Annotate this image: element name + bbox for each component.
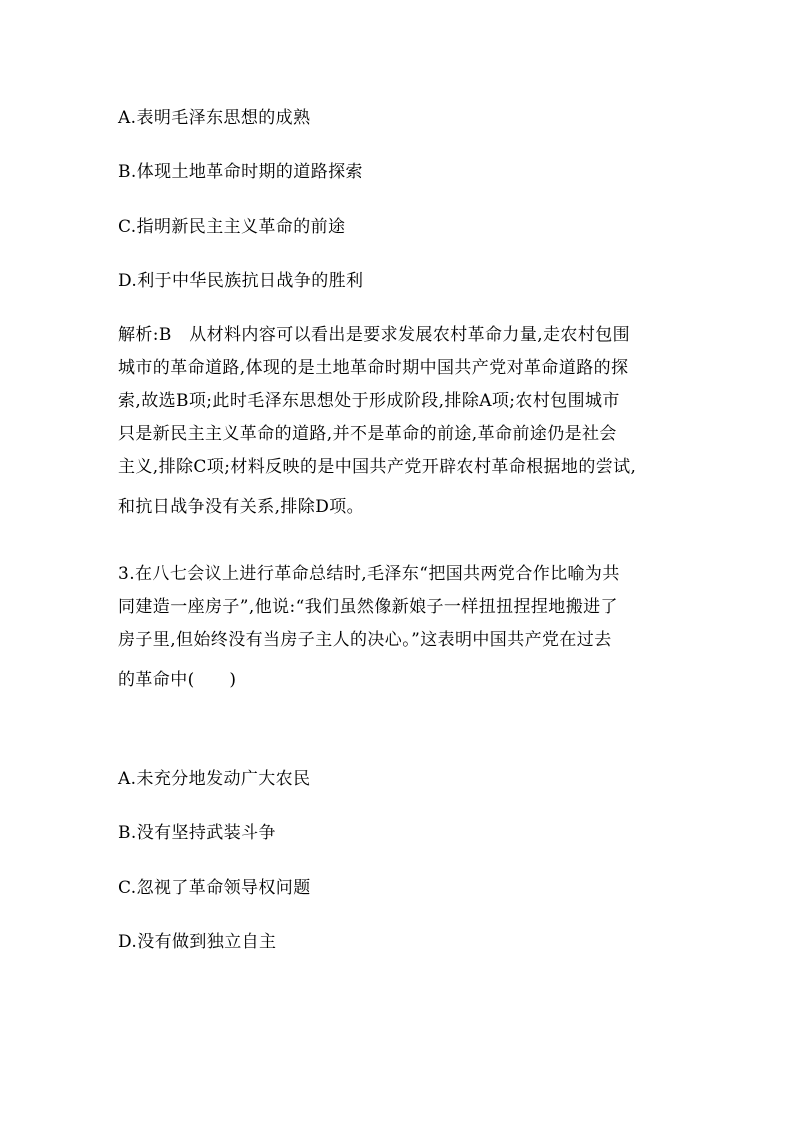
q2-option-d: D.利于中华民族抗日战争的胜利: [118, 271, 364, 291]
q2-option-c: C.指明新民主主义革命的前途: [118, 217, 346, 237]
q3-option-c: C.忽视了革命领导权问题: [118, 878, 311, 898]
q3-option-b: B.没有坚持武装斗争: [118, 823, 276, 843]
analysis-line: 主义,排除C项;材料反映的是中国共产党开辟农村革命根据地的尝试,: [118, 457, 637, 477]
analysis-line: 解析:B 从材料内容可以看出是要求发展农村革命力量,走农村包围: [118, 325, 631, 345]
q2-option-a: A.表明毛泽东思想的成熟: [118, 108, 311, 128]
q2-option-b: B.体现土地革命时期的道路探索: [118, 162, 363, 182]
analysis-line: 索,故选B项;此时毛泽东思想处于形成阶段,排除A项;农村包围城市: [118, 391, 620, 411]
q3-stem-line: 房子里,但始终没有当房子主人的决心。”这表明中国共产党在过去: [118, 630, 612, 650]
q3-stem-line: 的革命中( ): [118, 670, 237, 690]
q3-option-a: A.未充分地发动广大农民: [118, 769, 311, 789]
q3-stem-line: 3.在八七会议上进行革命总结时,毛泽东“把国共两党合作比喻为共: [118, 564, 620, 584]
q3-option-d: D.没有做到独立自主: [118, 932, 277, 952]
analysis-line: 城市的革命道路,体现的是土地革命时期中国共产党对革命道路的探: [118, 358, 629, 378]
analysis-line: 只是新民主主义革命的道路,并不是革命的前途,革命前途仍是社会: [118, 424, 617, 444]
analysis-line: 和抗日战争没有关系,排除D项。: [118, 497, 365, 517]
q3-stem-line: 同建造一座房子”,他说:“我们虽然像新娘子一样扭扭捏捏地搬进了: [118, 597, 618, 617]
